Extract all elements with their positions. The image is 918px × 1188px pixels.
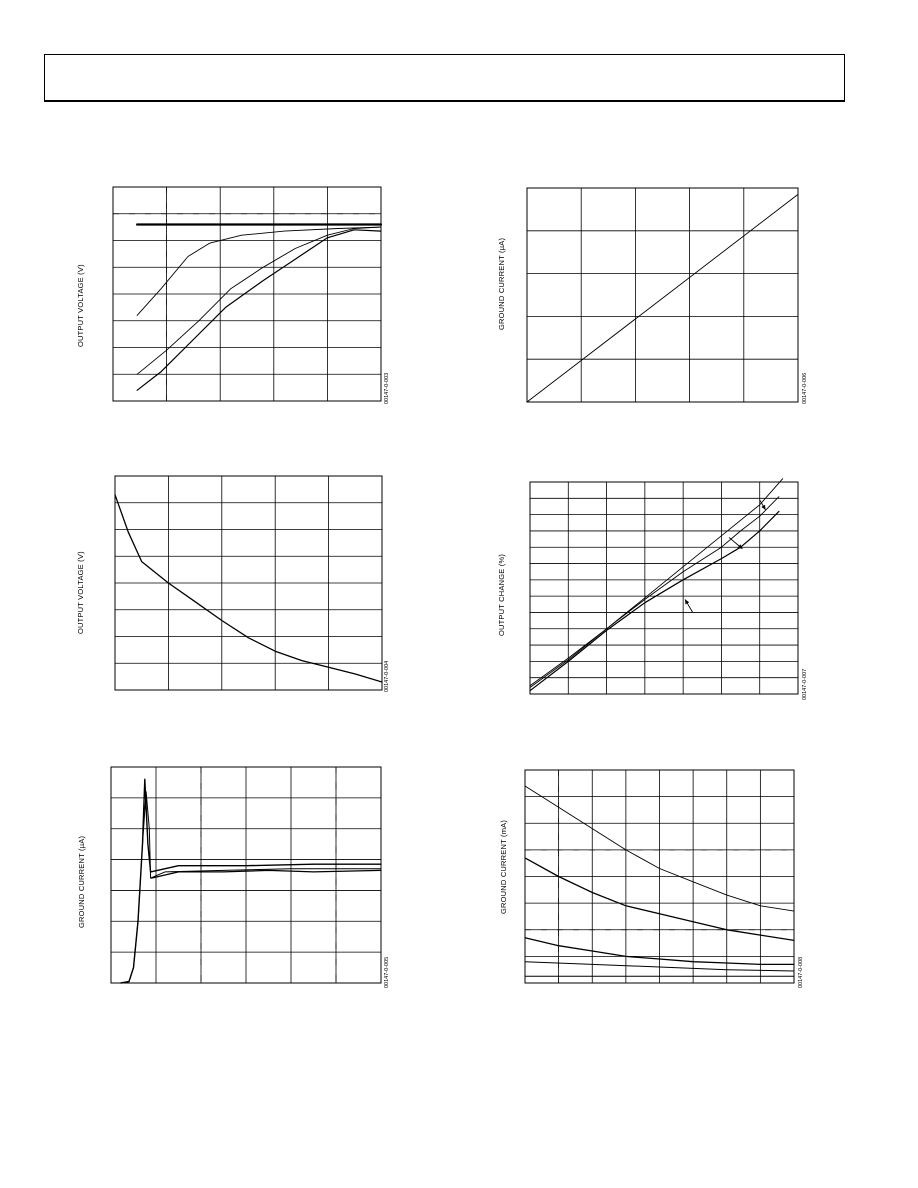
y-axis-label: OUTPUT CHANGE (%)	[497, 553, 506, 636]
figure-number: 00147-0-003	[384, 372, 390, 404]
figure-number: 00147-0-004	[384, 660, 390, 692]
y-axis-label: OUTPUT VOLTAGE (V)	[76, 264, 85, 347]
y-axis-label: GROUND CURRENT (mA)	[499, 819, 508, 914]
y-axis-label: GROUND CURRENT (µA)	[77, 835, 86, 928]
figure-number: 00147-0-007	[802, 668, 808, 700]
figure-number: 00147-0-008	[798, 956, 804, 988]
figure-number: 00147-0-005	[384, 956, 390, 988]
figure-number: 00147-0-006	[802, 372, 808, 404]
y-axis-label: OUTPUT VOLTAGE (V)	[76, 551, 85, 634]
y-axis-label: GROUND CURRENT (µA)	[497, 237, 506, 330]
